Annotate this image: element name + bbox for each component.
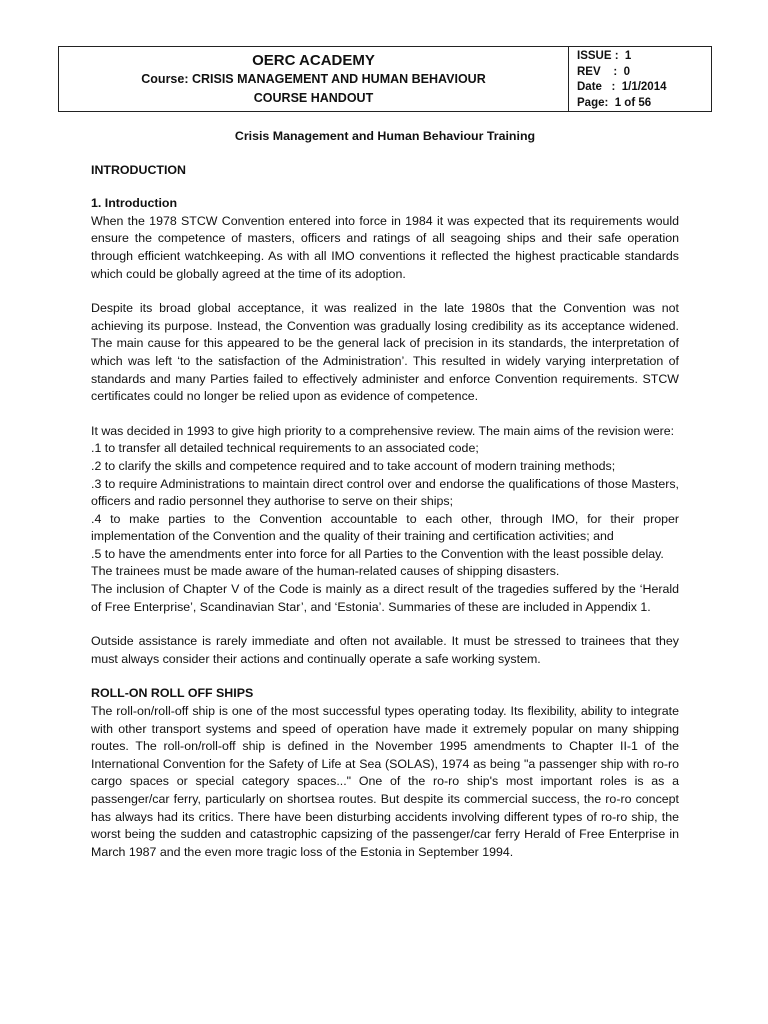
- paragraph-outside-assistance: Outside assistance is rarely immediate and often not available. It must be stressed to trainees that they must always consider their actions and continually operate a safe working system.: [91, 634, 679, 666]
- header-title-block: [59, 47, 569, 111]
- aim-item-2: .2 to clarify the skills and competence required and to take account of modern training methods;: [91, 458, 616, 473]
- paragraph-roro: The roll-on/roll-off ship is one of the most successful types operating today. Its flexibility, ability to integrate with other transport systems and speed of operation have made it extremely popular on many shipping routes. The roll-on/roll-off ship is defined in the November 1995 amendments to Chapter II-1 of the International Convention for the Safety of Life at Sea (SOLAS), 1974 as being "a passenger ship with ro-ro cargo spaces or special category spaces..." One of the ro-ro ship's most important roles is as a passenger/car ferry, particularly on shortsea routes. But despite its commercial success, the ro-ro concept has always had its critics. There have been disturbing accidents involving different types of ro-ro ship, the worst being the sudden and catastrophic capsizing of the passenger/car ferry Herald of Free Enterprise in March 1987 and the even more tragic loss of the Estonia in September 1994.: [91, 704, 679, 859]
- aim-item-4: .4 to make parties to the Convention accountable to each other, through IMO, for their proper implementation of the Convention and the quality of their training and certification activities; and: [91, 511, 679, 544]
- document-title: Crisis Management and Human Behaviour Training: [234, 129, 536, 143]
- rev-value: REV : 0: [577, 65, 631, 78]
- section-1-heading: 1. Introduction: [91, 196, 178, 211]
- academy-name: OERC ACADEMY: [252, 51, 375, 69]
- paragraph-credibility: Despite its broad global acceptance, it was realized in the late 1980s that the Convention was not achieving its purpose. Instead, the Convention was gradually losing credibility as its acceptance widened. The main cause for this appeared to be the general lack of precision in its standards, the interpretation of which was left ‘to the satisfaction of the Administration’. This resulted in widely varying interpretation of standards and many Parties failed to effectively administer and enforce Convention requirements. STCW certificates could no longer be relied upon as evidence of competence.: [91, 301, 679, 404]
- paragraph-human-causes: The trainees must be made aware of the human-related causes of shipping disasters.: [91, 564, 560, 579]
- course-name: Course: CRISIS MANAGEMENT AND HUMAN BEHAVIOUR: [141, 71, 486, 86]
- document-header: [58, 46, 712, 112]
- issue-value: ISSUE : 1: [577, 50, 632, 62]
- handout-label: COURSE HANDOUT: [253, 90, 374, 105]
- introduction-heading: INTRODUCTION: [91, 162, 186, 177]
- roro-heading: ROLL-ON ROLL OFF SHIPS: [91, 686, 254, 701]
- paragraph-review: It was decided in 1993 to give high priority to a comprehensive review. The main aims of the revision were:: [91, 423, 675, 438]
- aim-item-3: .3 to require Administrations to maintain direct control over and endorse the qualifications of those Masters, officers and radio personnel they authorise to serve on their ships;: [91, 476, 679, 509]
- header-meta-block: [569, 47, 711, 111]
- aim-item-1: .1 to transfer all detailed technical requirements to an associated code;: [91, 441, 479, 456]
- paragraph-stcw-1978: When the 1978 STCW Convention entered into force in 1984 it was expected that its requirements would ensure the competence of masters, officers and ratings of all seagoing ships and their safe operation through efficient watchkeeping. As with all IMO conventions it reflected the highest practicable standards which could be globally agreed at the time of its adoption.: [91, 213, 679, 281]
- aim-item-5: .5 to have the amendments enter into force for all Parties to the Convention with the least possible delay.: [91, 546, 664, 561]
- paragraph-chapter-v: The inclusion of Chapter V of the Code is mainly as a direct result of the tragedies suffered by the ‘Herald of Free Enterprise’, Scandinavian Star’, and ‘Estonia’. Summaries of these are included in Appendix 1.: [91, 582, 679, 614]
- date-value: Date : 1/1/2014: [577, 81, 667, 93]
- document-body: [91, 128, 679, 861]
- page-number: Page: 1 of 56: [577, 96, 652, 109]
